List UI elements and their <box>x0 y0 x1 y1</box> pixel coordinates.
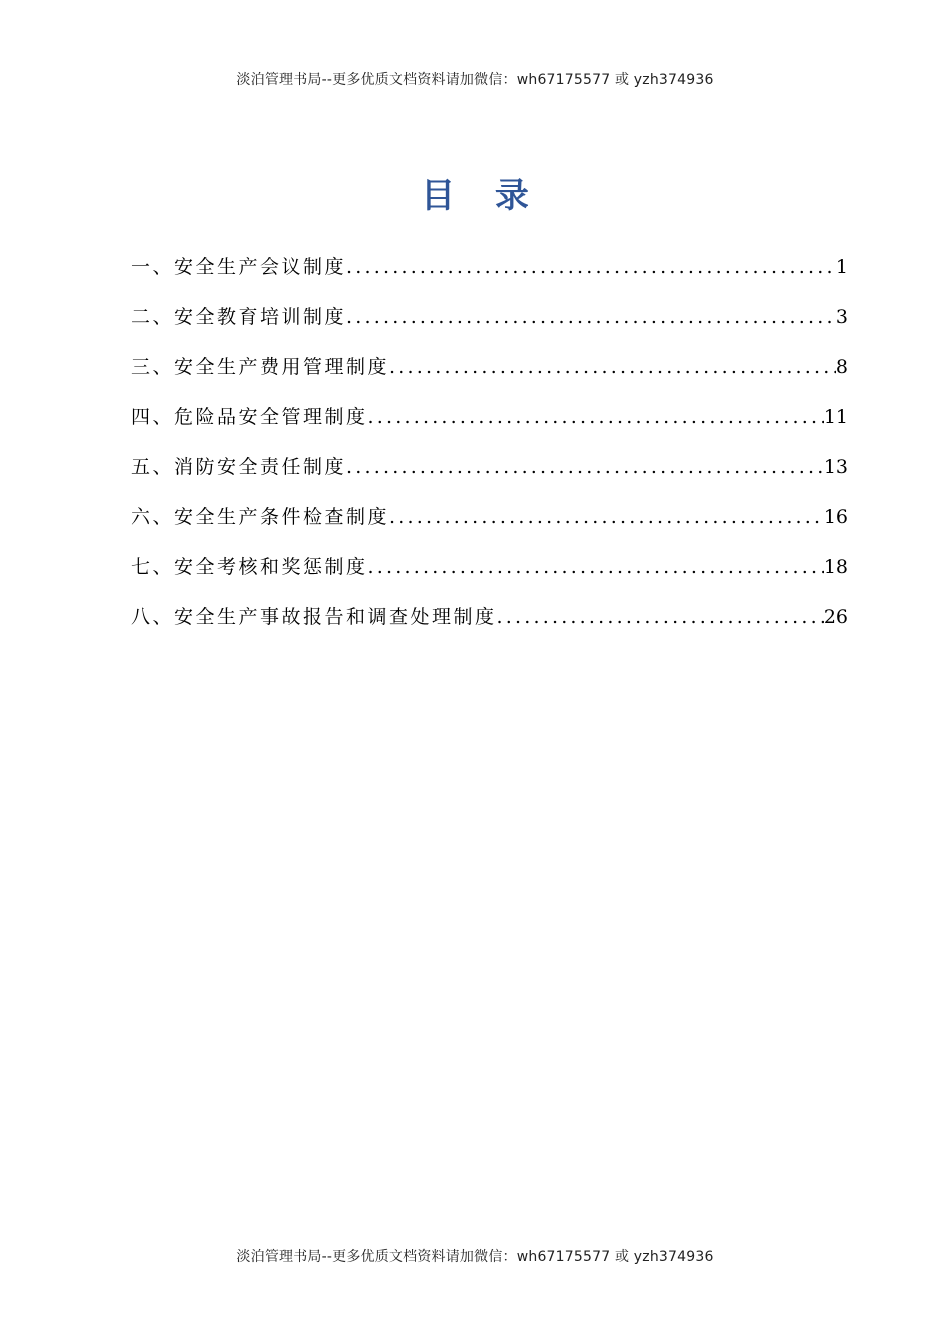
toc-entry[interactable] <box>131 302 848 352</box>
toc-entry-page: 18 <box>823 556 848 578</box>
toc-entry-page: 3 <box>835 306 848 328</box>
page-footer: 淡泊管理书局--更多优质文档资料请加微信：wh67175577 或 yzh374936 <box>236 1249 714 1265</box>
toc-entry[interactable] <box>131 552 848 602</box>
toc-entry-page: 26 <box>823 606 848 628</box>
toc-entry-page: 8 <box>835 356 848 378</box>
toc-entry-label: 七、安全考核和奖惩制度 <box>131 556 368 578</box>
toc-entry-page: 16 <box>823 506 848 528</box>
toc-entry-label: 一、安全生产会议制度 <box>131 256 347 278</box>
page-header: 淡泊管理书局--更多优质文档资料请加微信：wh67175577 或 yzh374936 <box>236 72 714 88</box>
toc-entry[interactable] <box>131 602 848 652</box>
toc-title: 目 录 <box>421 176 543 216</box>
toc-dot-leader <box>389 506 824 528</box>
table-of-contents <box>131 252 848 652</box>
toc-dot-leader <box>346 306 836 328</box>
toc-dot-leader <box>368 556 824 578</box>
toc-entry[interactable] <box>131 352 848 402</box>
toc-entry[interactable] <box>131 502 848 552</box>
toc-entry-label: 五、消防安全责任制度 <box>131 456 347 478</box>
toc-entry-label: 三、安全生产费用管理制度 <box>131 356 390 378</box>
toc-entry-label: 八、安全生产事故报告和调查处理制度 <box>131 606 497 628</box>
toc-dot-leader <box>346 456 824 478</box>
toc-entry[interactable] <box>131 452 848 502</box>
toc-entry-page: 1 <box>835 256 848 278</box>
toc-entry[interactable] <box>131 402 848 452</box>
toc-dot-leader <box>497 606 824 628</box>
toc-entry-label: 六、安全生产条件检查制度 <box>131 506 390 528</box>
toc-dot-leader <box>368 406 824 428</box>
toc-entry[interactable] <box>131 252 848 302</box>
toc-dot-leader <box>346 256 836 278</box>
toc-entry-label: 四、危险品安全管理制度 <box>131 406 368 428</box>
toc-dot-leader <box>389 356 836 378</box>
toc-entry-page: 11 <box>823 406 848 428</box>
toc-entry-page: 13 <box>823 456 848 478</box>
toc-entry-label: 二、安全教育培训制度 <box>131 306 347 328</box>
